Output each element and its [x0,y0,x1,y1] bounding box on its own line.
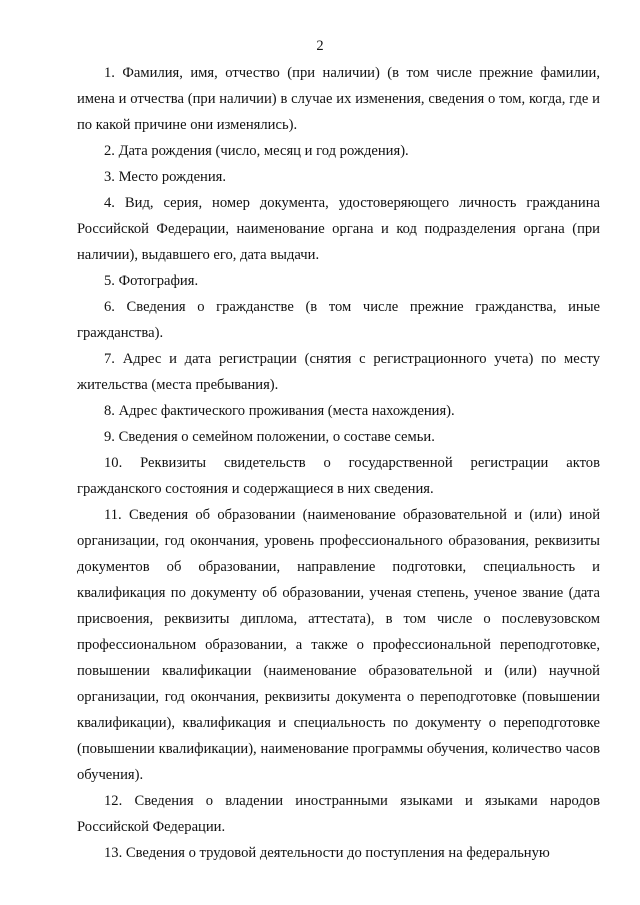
paragraph-7: 7. Адрес и дата регистрации (снятия с регистрационного учета) по месту жительства (места пребывания). [77,351,600,393]
paragraph-12: 12. Сведения о владении иностранными языками и языками народов Российской Федерации. [77,793,600,835]
paragraph-1: 1. Фамилия, имя, отчество (при наличии) (в том числе прежние фамилии, имена и отчества (при наличии) в случае их изменения, сведения о том, когда, где и по какой причине они изменялись). [77,65,600,133]
paragraph-2: 2. Дата рождения (число, месяц и год рождения). [104,143,409,159]
page-number: 2 [316,38,324,54]
paragraph-10: 10. Реквизиты свидетельств о государственной регистрации актов гражданского состояния и содержащиеся в них сведения. [77,455,600,497]
paragraph-13: 13. Сведения о трудовой деятельности до поступления на федеральную [104,845,550,861]
paragraph-9: 9. Сведения о семейном положении, о составе семьи. [104,429,435,445]
paragraph-6: 6. Сведения о гражданстве (в том числе прежние гражданства, иные гражданства). [77,299,600,341]
paragraph-3: 3. Место рождения. [104,169,227,185]
paragraph-5: 5. Фотография. [104,273,199,289]
paragraph-8: 8. Адрес фактического проживания (места нахождения). [104,403,455,419]
paragraph-4: 4. Вид, серия, номер документа, удостоверяющего личность гражданина Российской Федерации, наименование органа и код подразделения органа (при наличии), выдавшего его, дата выдачи. [77,195,600,263]
document-body [77,60,600,866]
paragraph-11: 11. Сведения об образовании (наименование образовательной и (или) иной организации, год окончания, уровень профессионального образования, реквизиты документов об образовании, направление подготовки, специальность и квалификация по документу об образовании, ученая степень, ученое звание (дата присвоения, реквизиты диплома, аттестата), в том числе о послевузовском профессиональном образовании, а также о профессиональной переподготовке, повышении квалификации (наименование образовательной и (или) научной организации, год окончания, реквизиты документа о переподготовке (повышении квалификации), квалификация и специальность по документу о переподготовке (повышении квалификации), наименование программы обучения, количество часов обучения). [77,507,600,783]
